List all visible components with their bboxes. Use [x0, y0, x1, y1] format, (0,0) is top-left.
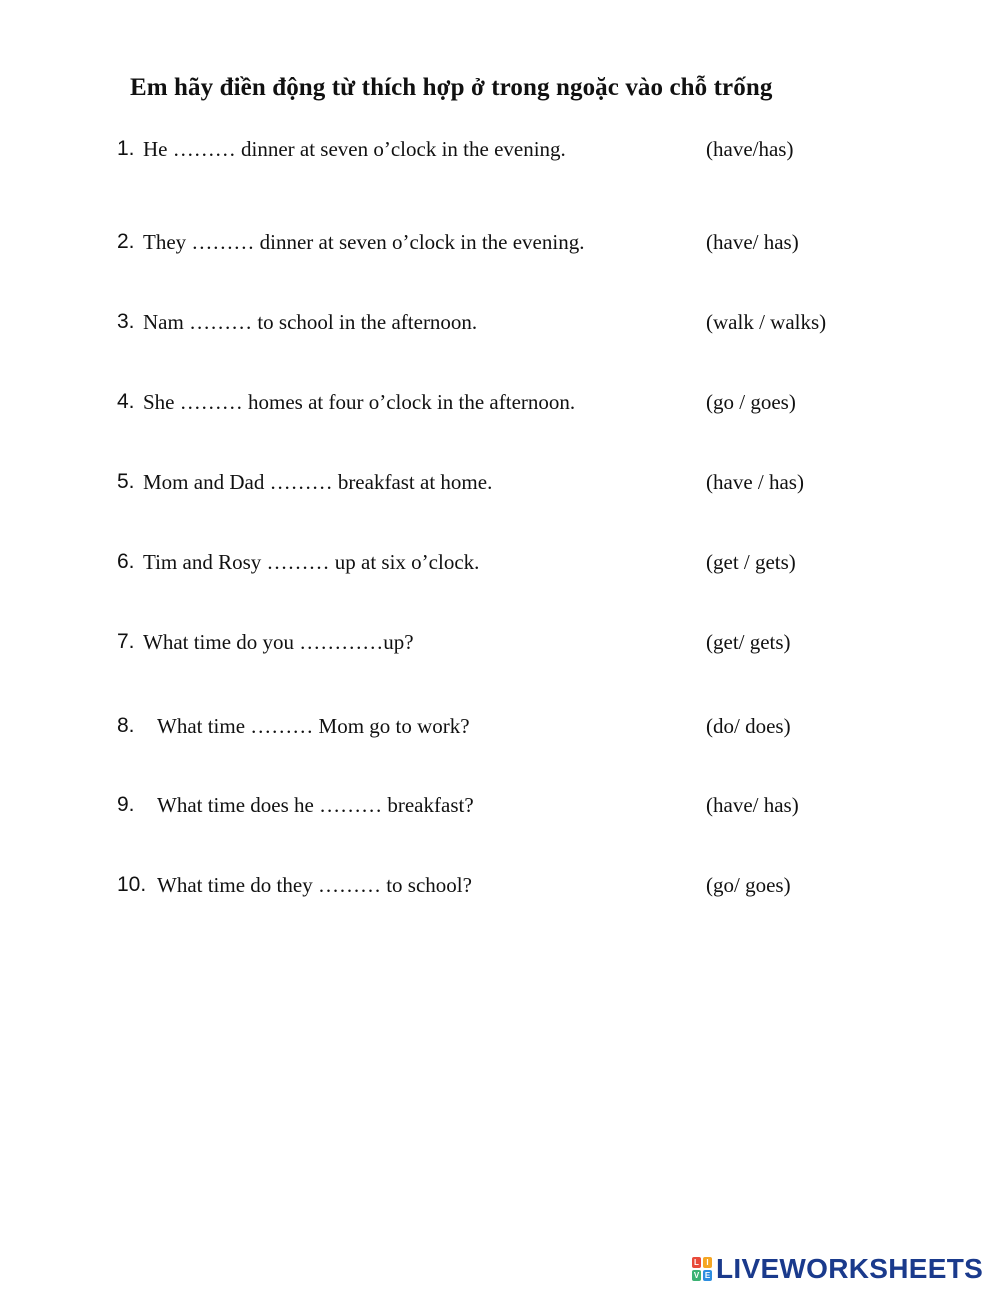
item-options: (have/ has)	[706, 230, 799, 254]
worksheet-title: Em hãy điền động từ thích hợp ở trong ngoặc vào chỗ trống	[130, 74, 773, 101]
exercise-item-9	[117, 790, 897, 820]
item-number: 10.	[117, 873, 147, 896]
exercise-item-7	[117, 627, 897, 657]
logo-letter-l: L	[692, 1257, 701, 1268]
item-number: 4.	[117, 390, 135, 413]
item-number: 2.	[117, 230, 135, 253]
item-sentence: What time does he ……… breakfast?	[157, 793, 474, 817]
item-sentence: Tim and Rosy ……… up at six o’clock.	[143, 550, 480, 574]
logo-letter-e: E	[704, 1270, 711, 1280]
exercise-item-4	[117, 387, 897, 417]
item-options: (get/ gets)	[706, 630, 791, 654]
exercise-item-10	[117, 870, 897, 900]
brand-name: LIVEWORKSHEETS	[716, 1253, 984, 1284]
logo-letter-i: I	[703, 1257, 712, 1268]
item-sentence: What time do you …………up?	[143, 630, 414, 654]
exercise-item-5	[117, 467, 897, 497]
item-options: (get / gets)	[706, 550, 796, 574]
exercise-item-3	[117, 307, 897, 337]
item-options: (have/has)	[706, 137, 794, 161]
item-number: 6.	[117, 550, 135, 573]
logo-mark-icon	[692, 1257, 712, 1281]
exercise-item-8	[117, 711, 897, 741]
item-options: (go/ goes)	[706, 873, 791, 897]
item-number: 7.	[117, 630, 135, 653]
exercise-item-1	[117, 134, 897, 164]
item-options: (go / goes)	[706, 390, 796, 414]
logo-letter-v: V	[693, 1270, 700, 1280]
item-number: 9.	[117, 793, 135, 816]
item-sentence: They ……… dinner at seven o’clock in the evening.	[143, 230, 585, 254]
item-number: 1.	[117, 137, 135, 160]
item-number: 5.	[117, 470, 135, 493]
item-sentence: She ……… homes at four o’clock in the afternoon.	[143, 390, 576, 414]
exercise-item-2	[117, 227, 897, 257]
item-options: (have / has)	[706, 470, 804, 494]
item-number: 8.	[117, 714, 135, 737]
item-sentence: Mom and Dad ……… breakfast at home.	[143, 470, 493, 494]
item-options: (do/ does)	[706, 714, 791, 738]
item-number: 3.	[117, 310, 135, 333]
item-sentence: He ……… dinner at seven o’clock in the evening.	[143, 137, 566, 161]
liveworksheets-logo	[692, 1253, 983, 1285]
item-options: (walk / walks)	[706, 310, 827, 334]
exercise-item-6	[117, 547, 897, 577]
item-options: (have/ has)	[706, 793, 799, 817]
item-sentence: What time ……… Mom go to work?	[157, 714, 470, 738]
item-sentence: Nam ……… to school in the afternoon.	[143, 310, 478, 334]
item-sentence: What time do they ……… to school?	[157, 873, 472, 897]
